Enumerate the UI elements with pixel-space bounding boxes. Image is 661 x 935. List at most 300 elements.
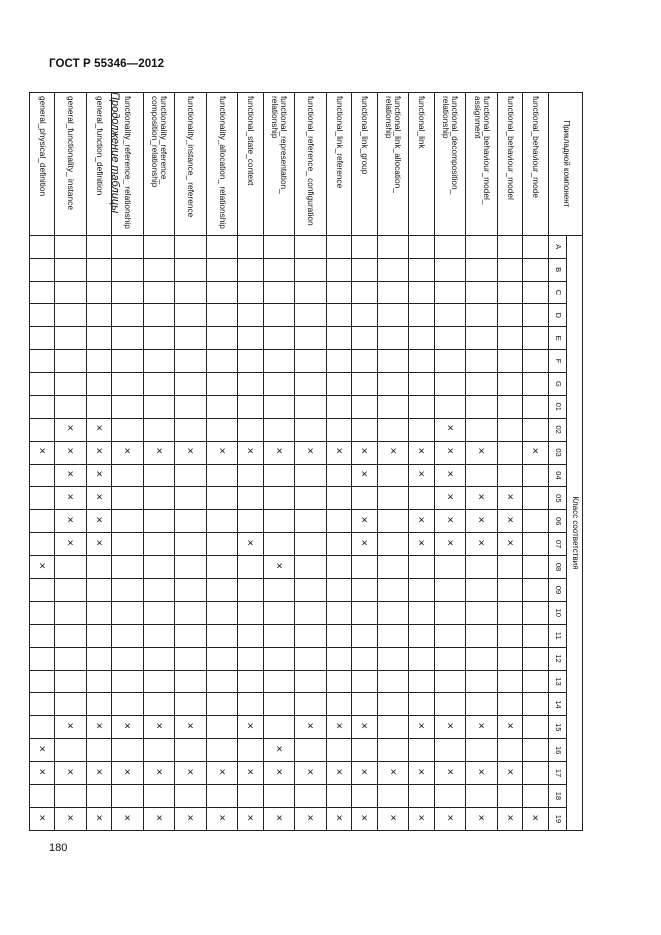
empty-cell — [523, 670, 549, 693]
cross-mark: × — [507, 766, 514, 779]
empty-cell — [409, 693, 435, 716]
empty-cell — [238, 670, 264, 693]
cross-mark: × — [532, 812, 539, 825]
empty-cell — [144, 487, 176, 510]
table-row — [30, 93, 56, 831]
mark-cell — [435, 807, 467, 830]
empty-cell — [352, 418, 378, 441]
empty-cell — [55, 258, 87, 281]
mark-cell — [112, 762, 144, 785]
empty-cell — [352, 784, 378, 807]
mark-cell — [112, 716, 144, 739]
mark-cell — [30, 807, 56, 830]
mark-cell — [498, 510, 524, 533]
empty-cell — [112, 487, 144, 510]
mark-cell — [30, 441, 56, 464]
mark-cell — [87, 762, 113, 785]
empty-cell — [523, 739, 549, 762]
table-row — [498, 93, 524, 831]
cross-mark: × — [418, 537, 425, 550]
mark-cell — [175, 441, 207, 464]
cross-mark: × — [67, 812, 74, 825]
cross-mark: × — [276, 446, 283, 459]
mark-cell — [466, 533, 498, 556]
cross-mark: × — [507, 812, 514, 825]
empty-cell — [435, 350, 467, 373]
empty-cell — [55, 281, 87, 304]
empty-cell — [30, 510, 56, 533]
table-row — [207, 93, 239, 831]
empty-cell — [523, 350, 549, 373]
empty-cell — [30, 281, 56, 304]
mark-cell — [238, 533, 264, 556]
mark-cell — [264, 441, 296, 464]
cross-mark: × — [532, 446, 539, 459]
empty-cell — [295, 464, 327, 487]
mark-cell — [175, 762, 207, 785]
empty-cell — [207, 739, 239, 762]
empty-cell — [264, 372, 296, 395]
empty-cell — [409, 487, 435, 510]
empty-cell — [523, 762, 549, 785]
empty-cell — [87, 601, 113, 624]
empty-cell — [238, 693, 264, 716]
conformance-class-header: Класс соответствия — [567, 235, 583, 830]
table-row — [238, 93, 264, 831]
mark-cell — [435, 762, 467, 785]
table-row — [466, 93, 498, 831]
class-code-header: 12 — [549, 647, 567, 670]
mark-cell — [409, 441, 435, 464]
empty-cell — [327, 281, 353, 304]
empty-cell — [409, 281, 435, 304]
empty-cell — [175, 258, 207, 281]
mark-cell — [87, 464, 113, 487]
component-name-cell: functionality_instance_ reference — [175, 93, 207, 236]
class-code-header: 06 — [549, 510, 567, 533]
empty-cell — [87, 670, 113, 693]
component-column-header: Прикладной компонент — [549, 93, 583, 236]
empty-cell — [409, 258, 435, 281]
empty-cell — [498, 693, 524, 716]
empty-cell — [352, 487, 378, 510]
empty-cell — [87, 693, 113, 716]
empty-cell — [55, 372, 87, 395]
mark-cell — [523, 807, 549, 830]
empty-cell — [435, 624, 467, 647]
continuation-label: Продолжение таблицы — [109, 92, 121, 214]
component-name-cell: general_physical_definition — [30, 93, 56, 236]
empty-cell — [498, 647, 524, 670]
cross-mark: × — [478, 766, 485, 779]
component-name-cell: functional_link_group — [352, 93, 378, 236]
empty-cell — [435, 304, 467, 327]
empty-cell — [112, 464, 144, 487]
mark-cell — [238, 716, 264, 739]
empty-cell — [238, 395, 264, 418]
cross-mark: × — [478, 446, 485, 459]
empty-cell — [87, 395, 113, 418]
empty-cell — [498, 464, 524, 487]
cross-mark: × — [96, 766, 103, 779]
mark-cell — [466, 716, 498, 739]
mark-cell — [112, 441, 144, 464]
class-code-header: 13 — [549, 670, 567, 693]
cross-mark: × — [187, 446, 194, 459]
mark-cell — [378, 441, 410, 464]
empty-cell — [466, 304, 498, 327]
empty-cell — [55, 350, 87, 373]
empty-cell — [112, 418, 144, 441]
class-code-header: 03 — [549, 441, 567, 464]
empty-cell — [498, 556, 524, 579]
empty-cell — [378, 258, 410, 281]
mark-cell — [264, 556, 296, 579]
empty-cell — [466, 350, 498, 373]
cross-mark: × — [478, 720, 485, 733]
mark-cell — [175, 807, 207, 830]
mark-cell — [435, 716, 467, 739]
empty-cell — [207, 395, 239, 418]
empty-cell — [144, 739, 176, 762]
mark-cell — [55, 487, 87, 510]
cross-mark: × — [39, 766, 46, 779]
empty-cell — [55, 624, 87, 647]
table-row — [409, 93, 435, 831]
empty-cell — [378, 464, 410, 487]
class-code-header: A — [549, 235, 567, 258]
component-name-cell: functional_link — [409, 93, 435, 236]
mark-cell — [144, 807, 176, 830]
empty-cell — [466, 395, 498, 418]
empty-cell — [378, 418, 410, 441]
empty-cell — [352, 281, 378, 304]
empty-cell — [175, 327, 207, 350]
component-name-cell: functional_link_allocation_ relationship — [378, 93, 410, 236]
mark-cell — [327, 762, 353, 785]
empty-cell — [238, 601, 264, 624]
empty-cell — [327, 739, 353, 762]
empty-cell — [112, 395, 144, 418]
empty-cell — [435, 693, 467, 716]
empty-cell — [112, 510, 144, 533]
cross-mark: × — [390, 812, 397, 825]
empty-cell — [327, 464, 353, 487]
empty-cell — [523, 487, 549, 510]
empty-cell — [207, 533, 239, 556]
empty-cell — [409, 350, 435, 373]
empty-cell — [466, 739, 498, 762]
empty-cell — [466, 784, 498, 807]
empty-cell — [523, 784, 549, 807]
empty-cell — [207, 281, 239, 304]
empty-cell — [112, 784, 144, 807]
class-code-header: 08 — [549, 556, 567, 579]
empty-cell — [175, 235, 207, 258]
cross-mark: × — [276, 766, 283, 779]
empty-cell — [327, 372, 353, 395]
empty-cell — [30, 624, 56, 647]
mark-cell — [409, 464, 435, 487]
empty-cell — [378, 304, 410, 327]
empty-cell — [523, 716, 549, 739]
mark-cell — [55, 418, 87, 441]
table-row — [352, 93, 378, 831]
empty-cell — [175, 487, 207, 510]
empty-cell — [30, 601, 56, 624]
cross-mark: × — [156, 446, 163, 459]
empty-cell — [378, 578, 410, 601]
empty-cell — [466, 693, 498, 716]
class-code-header: 19 — [549, 807, 567, 830]
empty-cell — [175, 739, 207, 762]
empty-cell — [435, 670, 467, 693]
empty-cell — [352, 350, 378, 373]
empty-cell — [30, 395, 56, 418]
empty-cell — [466, 372, 498, 395]
empty-cell — [30, 464, 56, 487]
empty-cell — [352, 372, 378, 395]
cross-mark: × — [156, 720, 163, 733]
empty-cell — [409, 304, 435, 327]
class-code-header: 15 — [549, 716, 567, 739]
cross-mark: × — [507, 514, 514, 527]
mark-cell — [435, 418, 467, 441]
empty-cell — [112, 372, 144, 395]
empty-cell — [327, 235, 353, 258]
empty-cell — [352, 258, 378, 281]
empty-cell — [523, 647, 549, 670]
empty-cell — [30, 647, 56, 670]
mark-cell — [207, 762, 239, 785]
cross-mark: × — [276, 812, 283, 825]
empty-cell — [238, 556, 264, 579]
empty-cell — [175, 670, 207, 693]
mark-cell — [352, 762, 378, 785]
component-name-cell: functional_behaviour_model — [498, 93, 524, 236]
empty-cell — [523, 624, 549, 647]
cross-mark: × — [156, 812, 163, 825]
empty-cell — [295, 395, 327, 418]
empty-cell — [498, 258, 524, 281]
empty-cell — [466, 464, 498, 487]
empty-cell — [378, 601, 410, 624]
class-code-header: 17 — [549, 762, 567, 785]
cross-mark: × — [96, 446, 103, 459]
empty-cell — [498, 739, 524, 762]
empty-cell — [175, 784, 207, 807]
empty-cell — [435, 601, 467, 624]
class-code-header: 14 — [549, 693, 567, 716]
empty-cell — [435, 739, 467, 762]
empty-cell — [264, 395, 296, 418]
empty-cell — [523, 327, 549, 350]
empty-cell — [30, 670, 56, 693]
cross-mark: × — [67, 537, 74, 550]
class-code-header: 05 — [549, 487, 567, 510]
mark-cell — [327, 441, 353, 464]
empty-cell — [295, 578, 327, 601]
cross-mark: × — [447, 491, 454, 504]
mark-cell — [498, 762, 524, 785]
mark-cell — [30, 762, 56, 785]
cross-mark: × — [96, 514, 103, 527]
cross-mark: × — [447, 423, 454, 436]
empty-cell — [55, 647, 87, 670]
empty-cell — [378, 784, 410, 807]
empty-cell — [55, 235, 87, 258]
cross-mark: × — [219, 812, 226, 825]
mark-cell — [466, 441, 498, 464]
empty-cell — [295, 327, 327, 350]
empty-cell — [55, 556, 87, 579]
class-code-header: G — [549, 372, 567, 395]
cross-mark: × — [336, 720, 343, 733]
empty-cell — [466, 418, 498, 441]
class-code-header: 18 — [549, 784, 567, 807]
empty-cell — [207, 464, 239, 487]
empty-cell — [498, 304, 524, 327]
empty-cell — [378, 556, 410, 579]
cross-mark: × — [67, 491, 74, 504]
empty-cell — [352, 327, 378, 350]
empty-cell — [207, 258, 239, 281]
empty-cell — [409, 784, 435, 807]
empty-cell — [327, 556, 353, 579]
empty-cell — [207, 372, 239, 395]
class-code-header: 16 — [549, 739, 567, 762]
empty-cell — [207, 578, 239, 601]
empty-cell — [327, 784, 353, 807]
cross-mark: × — [96, 468, 103, 481]
empty-cell — [409, 670, 435, 693]
empty-cell — [144, 258, 176, 281]
empty-cell — [378, 693, 410, 716]
empty-cell — [87, 647, 113, 670]
cross-mark: × — [418, 766, 425, 779]
empty-cell — [264, 716, 296, 739]
empty-cell — [238, 327, 264, 350]
empty-cell — [207, 716, 239, 739]
empty-cell — [112, 556, 144, 579]
empty-cell — [327, 487, 353, 510]
cross-mark: × — [247, 537, 254, 550]
cross-mark: × — [418, 720, 425, 733]
mark-cell — [87, 510, 113, 533]
cross-mark: × — [447, 720, 454, 733]
empty-cell — [498, 670, 524, 693]
empty-cell — [295, 304, 327, 327]
cross-mark: × — [478, 514, 485, 527]
cross-mark: × — [478, 491, 485, 504]
empty-cell — [523, 556, 549, 579]
cross-mark: × — [67, 720, 74, 733]
cross-mark: × — [67, 468, 74, 481]
empty-cell — [264, 533, 296, 556]
empty-cell — [409, 235, 435, 258]
mark-cell — [55, 464, 87, 487]
cross-mark: × — [276, 743, 283, 756]
empty-cell — [295, 693, 327, 716]
mark-cell — [295, 762, 327, 785]
empty-cell — [264, 670, 296, 693]
empty-cell — [264, 693, 296, 716]
empty-cell — [378, 327, 410, 350]
component-name-cell: functionality_reference_ relationship — [112, 93, 144, 236]
empty-cell — [435, 235, 467, 258]
cross-mark: × — [418, 468, 425, 481]
component-name-cell: general_functionality_ instance — [55, 93, 87, 236]
mark-cell — [435, 487, 467, 510]
mark-cell — [466, 807, 498, 830]
empty-cell — [264, 578, 296, 601]
cross-mark: × — [219, 766, 226, 779]
cross-mark: × — [361, 812, 368, 825]
empty-cell — [175, 372, 207, 395]
empty-cell — [175, 464, 207, 487]
cross-mark: × — [39, 560, 46, 573]
empty-cell — [295, 350, 327, 373]
empty-cell — [498, 327, 524, 350]
mark-cell — [144, 762, 176, 785]
empty-cell — [264, 235, 296, 258]
empty-cell — [207, 670, 239, 693]
empty-cell — [144, 418, 176, 441]
mark-cell — [87, 716, 113, 739]
empty-cell — [238, 624, 264, 647]
cross-mark: × — [361, 446, 368, 459]
empty-cell — [238, 235, 264, 258]
mark-cell — [435, 464, 467, 487]
empty-cell — [295, 487, 327, 510]
mark-cell — [87, 418, 113, 441]
mark-cell — [352, 807, 378, 830]
empty-cell — [378, 372, 410, 395]
empty-cell — [175, 395, 207, 418]
empty-cell — [87, 739, 113, 762]
table-row — [435, 93, 467, 831]
empty-cell — [409, 601, 435, 624]
cross-mark: × — [276, 560, 283, 573]
mark-cell — [435, 441, 467, 464]
empty-cell — [144, 647, 176, 670]
table-body — [30, 93, 549, 831]
empty-cell — [352, 235, 378, 258]
empty-cell — [87, 327, 113, 350]
empty-cell — [295, 235, 327, 258]
empty-cell — [327, 647, 353, 670]
cross-mark: × — [187, 766, 194, 779]
empty-cell — [264, 327, 296, 350]
empty-cell — [264, 281, 296, 304]
cross-mark: × — [124, 812, 131, 825]
class-code-header: 09 — [549, 578, 567, 601]
mark-cell — [498, 533, 524, 556]
empty-cell — [238, 258, 264, 281]
mark-cell — [144, 441, 176, 464]
class-code-header: 11 — [549, 624, 567, 647]
cross-mark: × — [247, 812, 254, 825]
empty-cell — [378, 739, 410, 762]
empty-cell — [87, 372, 113, 395]
empty-cell — [378, 350, 410, 373]
cross-mark: × — [96, 537, 103, 550]
empty-cell — [207, 350, 239, 373]
mark-cell — [498, 487, 524, 510]
mark-cell — [55, 716, 87, 739]
mark-cell — [207, 807, 239, 830]
cross-mark: × — [307, 446, 314, 459]
